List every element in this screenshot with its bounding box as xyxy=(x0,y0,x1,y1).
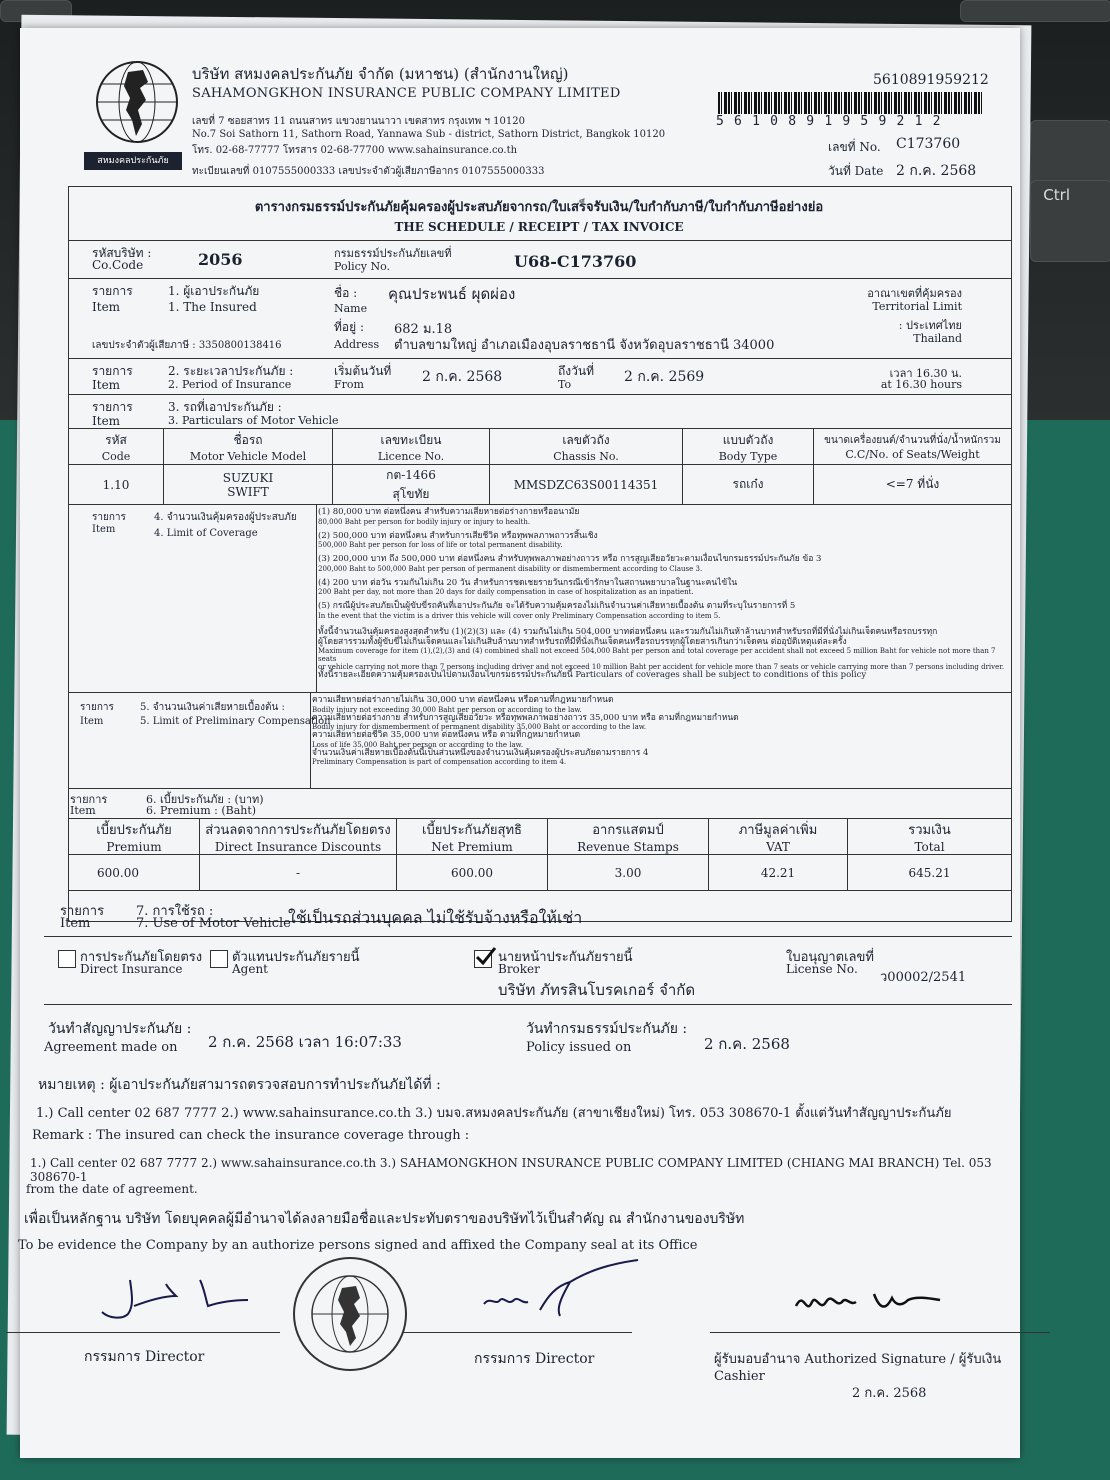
ph-net-th: เบี้ยประกันภัยสุทธิ xyxy=(422,823,522,838)
prelim-divider xyxy=(310,692,311,788)
divider xyxy=(68,278,1012,279)
vh-body-th: แบบตัวถัง xyxy=(722,432,774,447)
broker-name: บริษัท ภัทรสินโบรคเกอร์ จำกัด xyxy=(498,981,696,999)
ph-total-en: Total xyxy=(914,840,945,854)
premium-label-th: 6. เบี้ยประกันภัย : (บาท) xyxy=(146,793,264,806)
prelim-line3-en: Loss of life 35,000 Baht per person or according to the law. xyxy=(312,740,524,749)
to-label-th: ถึงวันที่ xyxy=(558,364,594,378)
item1-item-en: Item xyxy=(92,300,121,314)
license-label-en: License No. xyxy=(786,962,858,976)
vat-value: 42.21 xyxy=(709,855,848,891)
coverage-label-th: 4. จำนวนเงินคุ้มครองผู้ประสบภัย xyxy=(154,512,297,523)
discount-value: - xyxy=(200,855,397,891)
barcode-digits: 5 6 1 0 8 9 1 9 5 9 2 1 2 xyxy=(716,114,942,129)
authorized-line xyxy=(710,1332,1050,1333)
company-logo-icon xyxy=(88,58,186,156)
company-seal-icon xyxy=(290,1254,410,1374)
ph-vat-en: VAT xyxy=(766,840,790,854)
prelim-line2-th: ความเสียหายต่อร่างกาย สำหรับการสูญเสียอวัยวะ หรือทุพพลภาพอย่างถาวร 35,000 บาท หรือ ตามที่กฎหมายกำหนด xyxy=(312,712,739,723)
territory-th: อาณาเขตที่คุ้มครอง xyxy=(867,287,962,300)
coverage-max xyxy=(318,628,1008,681)
remark-en: Remark : The insured can check the insurance coverage through : xyxy=(32,1128,470,1143)
director2-signature xyxy=(470,1256,640,1326)
company-name-th: บริษัท สหมงคลประกันภัย จำกัด (มหาชน) (สำนักงานใหญ่) xyxy=(192,65,569,83)
evidence-en: To be evidence the Company by an authorize persons signed and affixed the Company seal at its Office xyxy=(18,1238,698,1253)
vehicle-model-2: SWIFT xyxy=(227,484,269,499)
coverage-line4-en: 200 Baht per day, not more than 20 days for daily compensation in case of hospitalization as an inpatient. xyxy=(318,588,694,596)
item5-item-en: Item xyxy=(80,716,104,727)
company-contact: โทร. 02-68-77777 โทรสาร 02-68-77700 www.sahainsurance.co.th xyxy=(192,145,518,156)
stamps-value: 3.00 xyxy=(548,855,709,891)
doc-no-label: เลขที่ No. xyxy=(828,140,881,154)
prelim-line4-th: จำนวนเงินค่าเสียหายเบื้องต้นนี้เป็นส่วนหนึ่งของจำนวนเงินคุ้มครองผู้ประสบภัยตามรายการ 4 xyxy=(312,747,649,758)
divider xyxy=(68,692,1012,693)
from-date: 2 ก.ค. 2568 xyxy=(422,369,503,385)
co-code-label-th: รหัสบริษัท : xyxy=(92,246,152,260)
item4-item-en: Item xyxy=(92,524,116,535)
vehicle-data-row xyxy=(69,465,1012,505)
item2-item-en: Item xyxy=(92,378,121,392)
use-label-en: 7. Use of Motor Vehicle xyxy=(136,916,291,931)
policy-no-value: U68-C173760 xyxy=(514,252,637,271)
vehicle-licence-1: กต-1466 xyxy=(386,467,436,482)
vehicle-table xyxy=(68,428,1012,505)
license-label-th: ใบอนุญาตเลขที่ xyxy=(786,950,874,965)
agent-checkbox[interactable] xyxy=(210,950,228,968)
item6-item-th: รายการ xyxy=(70,793,108,806)
license-no: ว00002/2541 xyxy=(880,970,967,985)
item3-item-th: รายการ xyxy=(92,400,133,414)
director2-label: กรรมการ Director xyxy=(474,1351,595,1367)
vehicle-chassis: MMSDZC63S00114351 xyxy=(490,465,683,505)
doc-date-label: วันที่ Date xyxy=(828,164,884,178)
remark-from: from the date of agreement. xyxy=(26,1182,198,1196)
co-code-label-en: Co.Code xyxy=(92,258,144,272)
vehicle-label-th: 3. รถที่เอาประกันภัย : xyxy=(168,400,282,414)
ph-total-th: รวมเงิน xyxy=(908,823,951,838)
keyboard-key xyxy=(1030,180,1110,262)
prelim-label-th: 5. จำนวนเงินค่าเสียหายเบื้องต้น : xyxy=(140,702,285,713)
logo-banner: สหมงคลประกันภัย xyxy=(84,152,182,170)
vh-model-en: Motor Vehicle Model xyxy=(189,449,307,463)
company-tax-id: ทะเบียนเลขที่ 0107555000333 เลขประจำตัวผู้เสียภาษีอากร 0107555000333 xyxy=(192,166,545,177)
item6-item-en: Item xyxy=(70,804,96,817)
time-th: เวลา 16.30 น. xyxy=(889,367,962,380)
period-label-en: 2. Period of Insurance xyxy=(168,378,292,391)
coverage-line3-en: 200,000 Baht to 500,000 Baht per person of permanent disability or dismemberment according to Clause 3. xyxy=(318,564,703,573)
vehicle-model-1: SUZUKI xyxy=(222,470,274,485)
prelim-line1-th: ความเสียหายต่อร่างกายไม่เกิน 30,000 บาท ต่อหนึ่งคน หรือตามที่กฎหมายกำหนด xyxy=(312,695,614,705)
item2-item-th: รายการ xyxy=(92,364,133,378)
from-label-th: เริ่มต้นวันที่ xyxy=(334,364,392,378)
agent-label-en: Agent xyxy=(232,962,268,976)
checkmark-icon xyxy=(475,946,497,966)
broker-checkbox[interactable] xyxy=(474,950,492,968)
agreement-value: 2 ก.ค. 2568 เวลา 16:07:33 xyxy=(208,1033,402,1051)
sign-date: 2 ก.ค. 2568 xyxy=(852,1386,927,1401)
coverage-line1-en: 80,000 Baht per person for bodily injury or injury to health. xyxy=(318,517,531,526)
vehicle-label-en: 3. Particulars of Motor Vehicle xyxy=(168,414,339,427)
premium-label-en: 6. Premium : (Baht) xyxy=(146,804,257,817)
policy-label-en: Policy No. xyxy=(334,260,391,273)
coverage-line2-en: 500,000 Baht per person for loss of life or total permanent disability. xyxy=(318,541,563,549)
coverage-line3-th: (3) 200,000 บาท ถึง 500,000 บาท ต่อหนึ่งคน สำหรับทุพพลภาพอย่างถาวร หรือ การสูญเสียอวัยวะตามเงื่อนไขกรมธรรม์ประกันภัย ข้อ 3 xyxy=(318,554,822,564)
premium-header-row xyxy=(69,819,1012,855)
remark-line-en: 1.) Call center 02 687 7777 2.) www.sahainsurance.co.th 3.) SAHAMONGKHON INSURANCE PUBLIC COMPANY LIMITED (CHIANG MAI BRANCH) Tel. 053 308670-1 xyxy=(30,1156,992,1184)
coverage-line1-th: (1) 80,000 บาท ต่อหนึ่งคน สำหรับความเสียหายต่อร่างกายหรืออนามัย xyxy=(318,507,580,517)
territory-en: Territorial Limit xyxy=(872,300,962,313)
evidence-th: เพื่อเป็นหลักฐาน บริษัท โดยบุคคลผู้มีอำนาจได้ลงลายมือชื่อและประทับตราของบริษัทไว้เป็นสำคัญ ณ สำนักงานของบริษัท xyxy=(24,1211,745,1227)
item1-item-th: รายการ xyxy=(92,284,133,298)
agreement-label-en: Agreement made on xyxy=(44,1040,178,1055)
address-label-en: Address xyxy=(334,338,380,351)
net-premium-value: 600.00 xyxy=(397,855,548,891)
direct-label-th: การประกันภัยโดยตรง xyxy=(80,950,203,965)
broker-label-th: นายหน้าประกันภัยรายนี้ xyxy=(498,950,633,965)
coverage-line4-th: (4) 200 บาท ต่อวัน รวมกันไม่เกิน 20 วัน สำหรับการชดเชยรายวันกรณีเข้ารักษาในสถานพยาบาลในฐานะคนไข้ใน xyxy=(318,577,738,588)
to-label-en: To xyxy=(558,378,572,391)
director2-line xyxy=(402,1332,632,1333)
insurance-document xyxy=(20,28,1020,1458)
item3-item-en: Item xyxy=(92,414,121,428)
coverage-max-en-2: or vehicle carrying not more than 7 persons including driver and not exceed 10 million Baht per accident for vehicle more than 7 seats or vehicle carrying more than 7 persons including driver. xyxy=(318,663,1005,671)
issued-value: 2 ก.ค. 2568 xyxy=(704,1035,790,1053)
divider xyxy=(68,788,1012,789)
coverage-max-en-1: Maximum coverage for item (1),(2),(3) and (4) combined shall not exceed 504,000 Baht per person and total coverage per accident shall not exceed 5 million Baht for vehicle not more than 7 seats xyxy=(318,647,996,663)
use-label-th: 7. การใช้รถ : xyxy=(136,904,214,919)
use-value: ใช้เป็นรถส่วนบุคคล ไม่ใช้รับจ้างหรือให้เช่า xyxy=(288,908,583,927)
ph-discount-th: ส่วนลดจากการประกันภัยโดยตรง xyxy=(205,823,391,838)
vehicle-seats: <=7 ที่นั่ง xyxy=(814,465,1012,505)
coverage-max-th-2: ผู้โดยสารรวมทั้งผู้ขับขี่ไม่เกินเจ็ดคนและไม่เกินสิบล้านบาทสำหรับรถที่มีที่นั่งเกินเจ็ดคนหรือรถบรรทุกผู้โดยสารเกินกว่าเจ็ดคน ต่ออุบัติเหตุแต่ละครั้ง xyxy=(318,636,847,647)
company-address-th: เลขที่ 7 ซอยสาทร 11 ถนนสาทร แขวงยานนาวา เขตสาทร กรุงเทพ ฯ 10120 xyxy=(192,116,525,127)
ph-net-en: Net Premium xyxy=(431,840,513,854)
company-name-en: SAHAMONGKHON INSURANCE PUBLIC COMPANY LIMITED xyxy=(192,86,621,101)
time-en: at 16.30 hours xyxy=(880,378,962,391)
keyboard-key xyxy=(960,0,1110,22)
ph-premium-en: Premium xyxy=(106,840,162,854)
coverage-footer: ทั้งนี้รายละเอียดความคุ้มครองเป็นไปตามเงื่อนไขกรมธรรม์ประกันภัยนี้ Particulars of coverages shall be subject to conditions of this policy xyxy=(318,670,867,680)
director1-line xyxy=(6,1332,280,1333)
divider xyxy=(68,358,1012,359)
ph-discount-en: Direct Insurance Discounts xyxy=(214,840,382,854)
premium-data-row xyxy=(69,855,1012,891)
director1-signature xyxy=(100,1266,250,1326)
direct-insurance-checkbox[interactable] xyxy=(58,950,76,968)
coverage-line2-th: (2) 500,000 บาท ต่อหนึ่งคน สำหรับการเสียชีวิต หรือทุพพลภาพถาวรสิ้นเชิง xyxy=(318,530,598,541)
to-date: 2 ก.ค. 2569 xyxy=(624,369,705,385)
company-address-en: No.7 Soi Sathorn 11, Sathorn Road, Yannawa Sub - district, Sathorn District, Bangkok 10120 xyxy=(192,129,666,140)
issued-label-en: Policy issued on xyxy=(526,1040,632,1055)
note-th: หมายเหตุ : ผู้เอาประกันภัยสามารถตรวจสอบการทำประกันภัยได้ที่ : xyxy=(38,1077,441,1093)
prelim-line1-en: Bodily injury not exceeding 30,000 Baht per person or according to the law. xyxy=(312,705,582,714)
period-label-th: 2. ระยะเวลาประกันภัย : xyxy=(168,364,294,378)
ctrl-key-label: Ctrl xyxy=(1043,186,1070,204)
coverage-label-en: 4. Limit of Coverage xyxy=(154,528,258,539)
agreement-label-th: วันทำสัญญาประกันภัย : xyxy=(48,1021,192,1037)
ph-stamps-th: อากรแสตมป์ xyxy=(592,823,664,838)
barcode xyxy=(718,92,982,114)
doc-no-value: C173760 xyxy=(896,136,961,152)
authorized-signature xyxy=(790,1276,960,1326)
doc-date-value: 2 ก.ค. 2568 xyxy=(896,163,977,179)
vh-chassis-en: Chassis No. xyxy=(553,449,619,463)
insured-label-en: 1. The Insured xyxy=(168,300,257,314)
ph-premium-th: เบี้ยประกันภัย xyxy=(96,823,172,838)
vh-code-th: รหัส xyxy=(105,432,127,447)
insured-name: คุณประพนธ์ ผุดผ่อง xyxy=(388,285,516,303)
coverage-divider xyxy=(316,504,317,692)
address-label-th: ที่อยู่ : xyxy=(334,320,365,334)
vh-seats-en: C.C/No. of Seats/Weight xyxy=(845,447,980,461)
item5-item-th: รายการ xyxy=(80,702,114,713)
name-label-th: ชื่อ : xyxy=(334,286,358,300)
premium-value: 600.00 xyxy=(69,855,200,891)
vh-licence-en: Licence No. xyxy=(377,449,445,463)
remark-line-th: 1.) Call center 02 687 7777 2.) www.sahainsurance.co.th 3.) บมจ.สหมงคลประกันภัย (สาขาเชียงใหม่) โทร. 053 308670-1 ตั้งแต่วันทำสัญญาประกันภัย xyxy=(36,1106,952,1121)
divider xyxy=(44,1004,1012,1005)
total-value: 645.21 xyxy=(848,855,1012,891)
policy-label-th: กรมธรรม์ประกันภัยเลขที่ xyxy=(334,247,452,260)
vh-model-th: ชื่อรถ xyxy=(233,432,263,447)
prelim-label-en: 5. Limit of Preliminary Compensation xyxy=(140,716,331,727)
prelim-line2-en: Bodily injury for dismemberment of permanent disability 35,000 Baht or according to the law. xyxy=(312,723,647,731)
prelim-line4-en: Preliminary Compensation is part of compensation according to item 4. xyxy=(312,758,567,766)
address-line2: ตำบลขามใหญ่ อำเภอเมืองอุบลราชธานี จังหวัดอุบลราชธานี 34000 xyxy=(394,338,775,353)
coverage-text xyxy=(318,508,1008,622)
director1-label: กรรมการ Director xyxy=(84,1349,205,1365)
vh-seats-th: ขนาดเครื่องยนต์/จำนวนที่นั่ง/น้ำหนักรวม xyxy=(824,434,1001,446)
insured-label-th: 1. ผู้เอาประกันภัย xyxy=(168,284,260,298)
territory-value-th: : ประเทศไทย xyxy=(898,319,962,332)
name-label-en: Name xyxy=(334,302,368,315)
barcode-number: 5610891959212 xyxy=(873,72,989,88)
ph-stamps-en: Revenue Stamps xyxy=(577,840,679,854)
territory-value-en: Thailand xyxy=(913,332,962,345)
co-code-value: 2056 xyxy=(198,250,243,269)
coverage-max-th-1: ทั้งนี้จำนวนเงินคุ้มครองสูงสุดสำหรับ (1)(2)(3) และ (4) รวมกันไม่เกิน 504,000 บาทต่อหนึ่งคน และรวมกันไม่เกินห้าล้านบาทสำหรับรถที่มีที่นั่งไม่เกินเจ็ดคนหรือรถบรรทุก xyxy=(318,627,938,637)
vh-licence-th: เลขทะเบียน xyxy=(380,432,442,447)
insured-tax-id: เลขประจำตัวผู้เสียภาษี : 3350800138416 xyxy=(92,340,282,351)
vehicle-licence-2: สุโขทัย xyxy=(392,486,430,501)
item7-item-en: Item xyxy=(60,916,91,931)
vh-body-en: Body Type xyxy=(718,449,778,463)
divider xyxy=(68,394,1012,395)
from-label-en: From xyxy=(334,378,364,391)
title-en: THE SCHEDULE / RECEIPT / TAX INVOICE xyxy=(394,220,684,234)
divider xyxy=(68,240,1012,241)
premium-table xyxy=(68,818,1012,891)
divider xyxy=(44,936,1012,937)
prelim-text xyxy=(312,696,1002,766)
vehicle-code: 1.10 xyxy=(69,465,164,505)
ph-vat-th: ภาษีมูลค่าเพิ่ม xyxy=(738,823,818,838)
title-th: ตารางกรมธรรม์ประกันภัยคุ้มครองผู้ประสบภัยจากรถ/ใบเสร็จรับเงิน/ใบกำกับภาษี/ใบกำกับภาษีอย่างย่อ xyxy=(254,200,824,215)
item4-item-th: รายการ xyxy=(92,512,126,523)
issued-label-th: วันทำกรมธรรม์ประกันภัย : xyxy=(526,1021,688,1037)
direct-label-en: Direct Insurance xyxy=(80,962,183,976)
broker-label-en: Broker xyxy=(498,962,540,976)
coverage-line5-en: In the event that the victim is a driver this vehicle will cover only Preliminary Compensation according to item 5. xyxy=(318,611,721,620)
vh-code-en: Code xyxy=(101,449,131,463)
coverage-line5-th: (5) กรณีผู้ประสบภัยเป็นผู้ขับขี่รถคันที่เอาประกันภัย จะได้รับความคุ้มครองไม่เกินจำนวนค่าเสียหายเบื้องต้น ตามที่ระบุในรายการที่ 5 xyxy=(318,601,796,611)
vh-chassis-th: เลขตัวถัง xyxy=(562,432,610,447)
agent-label-th: ตัวแทนประกันภัยรายนี้ xyxy=(232,950,360,965)
authorized-label: ผู้รับมอบอำนาจ Authorized Signature / ผู้รับเงิน Cashier xyxy=(714,1352,1002,1384)
vehicle-header-row xyxy=(69,429,1012,465)
vehicle-body: รถเก๋ง xyxy=(683,465,814,505)
prelim-line3-th: ความเสียหายต่อชีวิต 35,000 บาท ต่อหนึ่งคน หรือ ตามที่กฎหมายกำหนด xyxy=(312,730,581,740)
address-line1: 682 ม.18 xyxy=(394,322,453,337)
item7-item-th: รายการ xyxy=(60,904,105,919)
